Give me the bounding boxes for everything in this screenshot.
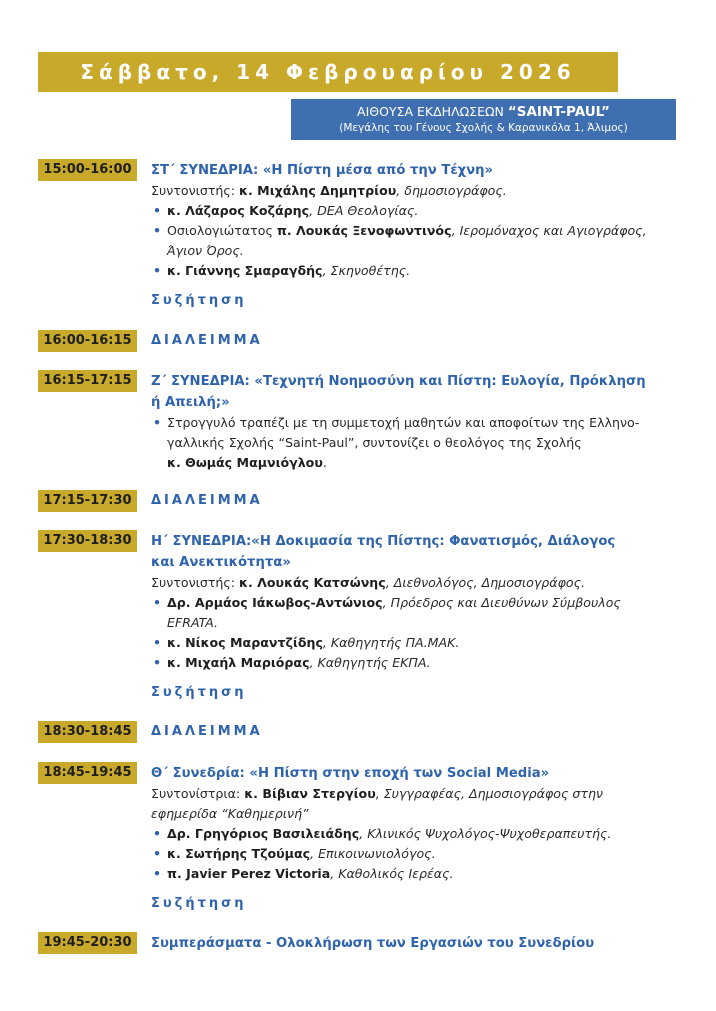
speaker-item [151,633,676,653]
closing-time: 19:45-20:30 [38,932,137,954]
session-6-discussion: Συζήτηση [151,293,247,308]
break-2-label: ΔΙΑΛΕΙΜΜΑ [151,493,263,508]
bullet-icon: • [153,415,162,430]
moderator-role: , Διεθνολόγος, Δημοσιογράφος. [385,575,586,590]
speaker-name: Δρ. Γρηγόριος Βασιλειάδης [167,826,360,841]
session-9-discussion: Συζήτηση [151,896,247,911]
bullet-icon: • [153,826,162,841]
speaker-item [151,824,676,844]
speaker-role: , DEA Θεολογίας. [309,203,419,218]
session-6-time: 15:00-16:00 [38,159,137,181]
speaker-role: , Ιερομόναχος και Αγιογράφος, [451,223,647,238]
bullet-icon: • [153,263,162,278]
speaker-item [151,201,676,221]
venue-box [291,99,676,140]
session-6-title: ΣΤ΄ ΣΥΝΕΔΡΙΑ: «Η Πίστη μέσα από την Τέχνη» [151,163,494,178]
venue-title [291,104,676,120]
bullet-icon: • [153,655,162,670]
session-7-description [151,413,676,433]
session-9 [151,763,676,914]
speaker-item [151,653,676,673]
break-2 [151,491,676,511]
moderator-role: , Συγγραφέας, Δημοσιογράφος στην [375,786,603,801]
speaker-role: , Επικοινωνιολόγος. [310,846,436,861]
speaker-item [151,221,676,241]
session-6 [151,160,676,311]
speaker-name: κ. Γιάννης Σμαραγδής [167,263,323,278]
speaker-item [151,844,676,864]
speaker-name: κ. Νίκος Μαραντζίδης [167,635,323,650]
speaker-item [151,864,676,884]
session-7-title-line-2: ή Απειλή;» [151,395,230,410]
session-7-title-line-1: Ζ΄ ΣΥΝΕΔΡΙΑ: «Τεχνητή Νοημοσύνη και Πίστη: Ευλογία, Πρόκληση [151,374,646,389]
session-9-title: Θ΄ Συνεδρία: «Η Πίστη στην εποχή των Social Media» [151,766,550,781]
speaker-item [151,261,676,281]
venue-address: (Μεγάλης του Γένους Σχολής & Καρανικόλα 1, Άλιμος) [339,122,628,134]
break-3 [151,722,676,742]
moderator-role-2: εφημερίδα “Καθημερινή” [151,806,309,821]
speaker-name: π. Javier Perez Victoria [167,866,331,881]
venue-name: “SAINT-PAUL” [507,104,610,120]
session-9-time: 18:45-19:45 [38,762,137,784]
date-banner: Σάββατο, 14 Φεβρουαρίου 2026 [38,52,618,92]
session-9-moderator-continued [151,804,676,824]
session-6-moderator [151,181,676,201]
speaker-role: , Πρόεδρος και Διευθύνων Σύμβουλος [382,595,621,610]
session-8 [151,531,676,703]
speaker-role-continued [151,613,676,633]
speaker-role: , Κλινικός Ψυχολόγος-Ψυχοθεραπευτής. [359,826,612,841]
moderator-name: κ. Βίβιαν Στεργίου [244,786,376,801]
closing [151,933,676,954]
session-8-title-line-1: Η΄ ΣΥΝΕΔΡΙΑ:«Η Δοκιμασία της Πίστης: Φανατισμός, Διάλογος [151,534,616,549]
description-line-1: Στρογγυλό τραπέζι με τη συμμετοχή μαθητών και αποφοίτων της Ελληνο- [167,415,640,430]
session-8-time: 17:30-18:30 [38,530,137,552]
break-1 [151,331,676,351]
break-3-time: 18:30-18:45 [38,721,137,743]
speaker-item [151,593,676,613]
session-8-discussion: Συζήτηση [151,685,247,700]
moderator-label: Συντονιστής: [151,575,240,590]
speaker-role-continued [151,241,676,261]
bullet-icon: • [153,595,162,610]
bullet-icon: • [153,223,162,238]
speaker-name: κ. Σωτήρης Τζούμας [167,846,311,861]
session-7-time: 16:15-17:15 [38,370,137,392]
speaker-role-2: Άγιον Όρος. [167,243,244,258]
speaker-role: , Καθηγητής ΕΚΠΑ. [309,655,431,670]
moderator-label: Συντονιστής: [151,183,240,198]
bullet-icon: • [153,846,162,861]
break-1-label: ΔΙΑΛΕΙΜΜΑ [151,333,263,348]
break-2-time: 17:15-17:30 [38,490,137,512]
moderator-name: κ. Λουκάς Κατσώνης [239,575,386,590]
speaker-role: , Καθολικός Ιερέας. [330,866,454,881]
session-8-title-line-2: και Ανεκτικότητα» [151,555,291,570]
description-line-2: γαλλικής Σχολής “Saint-Paul”, συντονίζει ο θεολόγος της Σχολής [167,435,582,450]
description-end: . [322,455,327,470]
moderator-label: Συντονίστρια: [151,786,245,801]
session-9-moderator [151,784,676,804]
bullet-icon: • [153,635,162,650]
break-1-time: 16:00-16:15 [38,330,137,352]
moderator-name: κ. Μιχάλης Δημητρίου [239,183,397,198]
speaker-prefix: Οσιολογιώτατος [167,223,277,238]
speaker-role: , Σκηνοθέτης. [322,263,411,278]
speaker-name: κ. Μιχαήλ Μαριόρας [167,655,310,670]
speaker-name: Δρ. Αρμάος Ιάκωβος-Αντώνιος [167,595,383,610]
speaker-name: π. Λουκάς Ξενοφωντινός [276,223,452,238]
bullet-icon: • [153,203,162,218]
moderator-role: , δημοσιογράφος. [396,183,507,198]
speaker-role-2: EFRATA. [167,615,219,630]
bullet-icon: • [153,866,162,881]
session-7 [151,371,676,473]
speaker-name: κ. Λάζαρος Κοζάρης [167,203,310,218]
venue-title-prefix: ΑΙΘΟΥΣΑ ΕΚΔΗΛΩΣΕΩΝ [357,104,508,119]
break-3-label: ΔΙΑΛΕΙΜΜΑ [151,724,263,739]
description-name: κ. Θωμάς Μαμνιόγλου [167,455,323,470]
description-line-3 [151,453,676,473]
session-8-moderator [151,573,676,593]
closing-title: Συμπεράσματα - Ολοκλήρωση των Εργασιών του Συνεδρίου [151,936,595,951]
speaker-role: , Καθηγητής ΠΑ.ΜΑΚ. [322,635,460,650]
